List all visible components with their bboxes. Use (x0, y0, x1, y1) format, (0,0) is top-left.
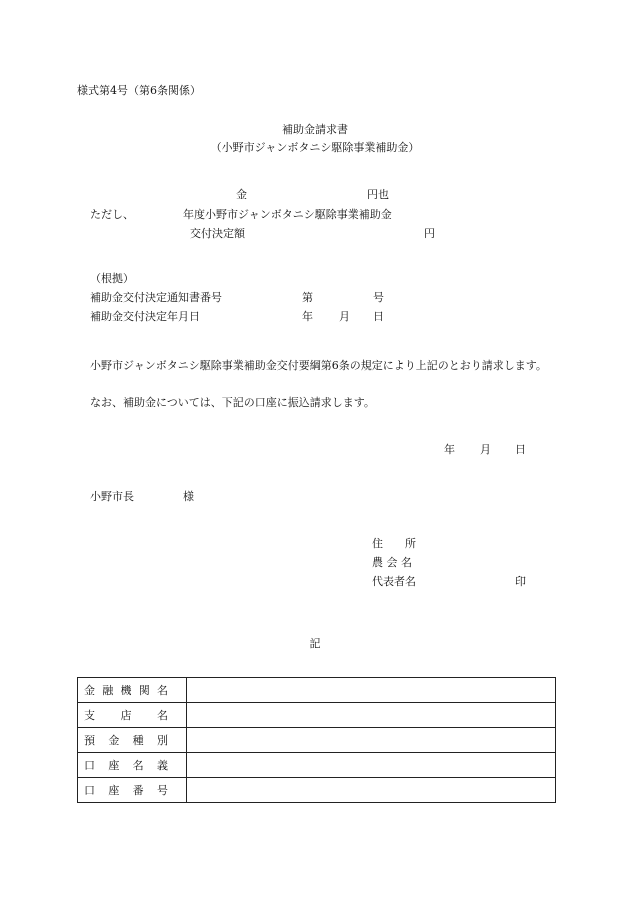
deposit-type-label (78, 728, 187, 753)
body-paragraph-2: なお、補助金については、下記の口座に振込請求します。 (90, 396, 375, 409)
label-char: 座 (108, 784, 120, 797)
claim-date-day: 日 (515, 443, 526, 456)
label-char: 号 (156, 784, 168, 797)
applicant-representative-label: 代表者名 (372, 575, 416, 588)
account-holder-label (78, 753, 187, 778)
account-number-label (78, 778, 187, 803)
label-char: 名 (157, 709, 168, 722)
label-char: 支 (84, 709, 95, 722)
notice-number-go: 号 (373, 291, 384, 304)
addressee-name: 小野市長 (90, 490, 134, 503)
decision-date-month: 月 (339, 310, 350, 323)
decision-date-day: 日 (373, 310, 384, 323)
label-char: 義 (156, 759, 168, 772)
label-char: 機 (120, 684, 132, 697)
bank-name-label (78, 678, 187, 703)
table-row (78, 753, 556, 778)
label-char: 種 (132, 734, 144, 747)
kofu-amount-label: 交付決定額 (190, 227, 245, 240)
label-char: 口 (84, 784, 95, 797)
amount-kin: 金 (236, 188, 247, 201)
tadashi-text: 年度小野市ジャンボタニシ駆除事業補助金 (183, 208, 392, 221)
label-char: 金 (108, 734, 120, 747)
basis-heading: （根拠） (90, 272, 134, 285)
table-row (78, 778, 556, 803)
document-subtitle: （小野市ジャンボタニシ駆除事業補助金） (210, 141, 420, 154)
amount-yen-nari: 円也 (367, 188, 389, 201)
kofu-amount-yen: 円 (424, 227, 435, 240)
decision-date-label: 補助金交付決定年月日 (90, 310, 200, 323)
form-number: 様式第4号（第6条関係） (77, 84, 201, 97)
label-char: 座 (108, 759, 120, 772)
bank-account-table (77, 677, 556, 803)
label-char: 店 (120, 709, 132, 722)
body-paragraph-1: 小野市ジャンボタニシ駆除事業補助金交付要綱第6条の規定により上記のとおり請求します。 (90, 359, 547, 372)
account-number-field[interactable] (187, 778, 556, 803)
table-row (78, 728, 556, 753)
label-char: 別 (156, 734, 168, 747)
label-char: 関 (138, 684, 150, 697)
seal-mark: 印 (515, 575, 526, 588)
notice-number-label: 補助金交付決定通知書番号 (90, 291, 222, 304)
applicant-address-label: 住 所 (372, 537, 416, 550)
addressee-sama: 様 (183, 490, 194, 503)
label-char: 融 (102, 684, 114, 697)
branch-name-label (78, 703, 187, 728)
notice-number-dai: 第 (302, 291, 313, 304)
tadashi-prefix: ただし、 (90, 208, 134, 221)
label-char: 口 (84, 759, 95, 772)
account-holder-field[interactable] (187, 753, 556, 778)
table-row (78, 703, 556, 728)
bank-name-field[interactable] (187, 678, 556, 703)
document-title: 補助金請求書 (282, 123, 348, 136)
table-row (78, 678, 556, 703)
branch-name-field[interactable] (187, 703, 556, 728)
ki-heading: 記 (309, 637, 321, 650)
deposit-type-field[interactable] (187, 728, 556, 753)
label-char: 名 (132, 759, 144, 772)
label-char: 金 (84, 684, 95, 697)
claim-date-year: 年 (444, 443, 455, 456)
label-char: 預 (84, 734, 95, 747)
applicant-farm-label: 農 会 名 (372, 556, 412, 569)
label-char: 名 (157, 684, 168, 697)
claim-date-month: 月 (480, 443, 491, 456)
label-char: 番 (132, 784, 144, 797)
decision-date-year: 年 (302, 310, 313, 323)
